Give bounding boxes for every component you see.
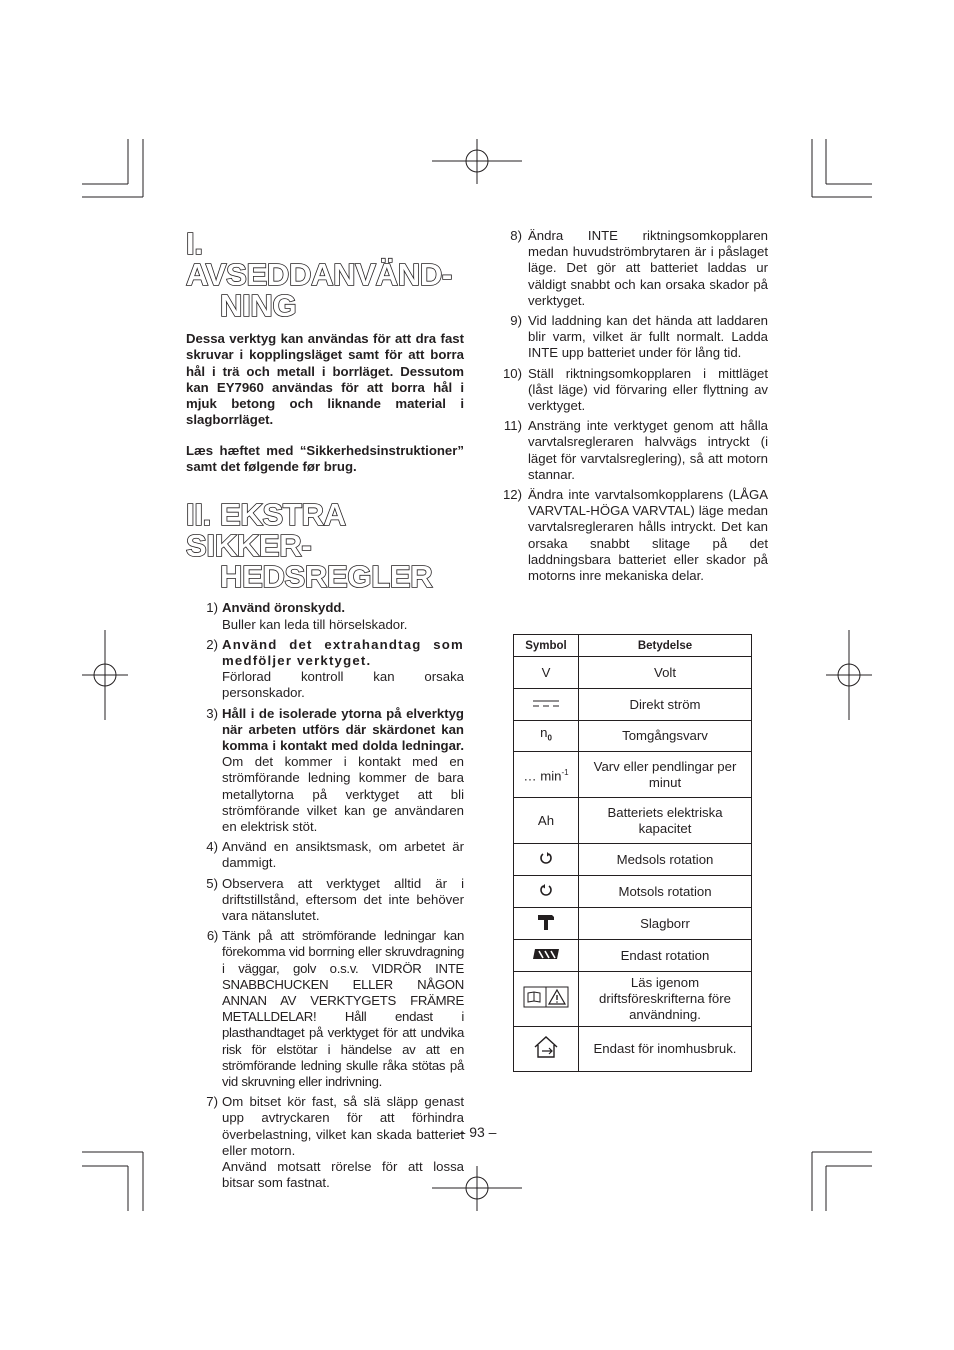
counterclockwise-rotation-icon — [539, 883, 553, 897]
table-header-row — [514, 635, 752, 657]
table-row — [514, 721, 752, 752]
meaning-cell: Endast rotation — [579, 940, 752, 972]
section-heading-1 — [186, 228, 464, 321]
rotation-only-icon — [532, 948, 560, 960]
list-item: 8) Ändra INTE riktningsomkopplaren medan huvudströmbrytaren är i påslaget läge. Det gör att batteriet laddas ur väldigt snabbt och kan orsaka skador på verktyget. — [510, 228, 768, 308]
heading-line: EKSTRA SIKKER- — [186, 497, 345, 564]
symbol-cell — [514, 689, 579, 721]
danish-note: Læs hæftet med “Sikkerhedsinstruktioner” samt det følgende før brug. — [186, 442, 464, 475]
symbol-cell — [514, 940, 579, 972]
direct-current-icon — [532, 699, 560, 709]
symbol-cell: $n_0$ — [514, 721, 579, 752]
table-row — [514, 798, 752, 844]
meaning-cell: Varv eller pendlingar per minut — [579, 752, 752, 798]
right-column — [498, 228, 768, 588]
symbol-cell: Ah — [514, 798, 579, 844]
list-item: 2) Använd det extrahandtag som medföljer verktyget. Förlorad kontroll kan orsaka personskador. — [206, 636, 464, 701]
list-item: 11) Ansträng inte verktyget genom att hålla varvtalsregleraren halvvägs intryckt (i läget för varvtalsreglering), så att motorn stannar. — [503, 418, 768, 482]
list-item: 1) Använd öronskydd. Buller kan leda till hörselskador. — [206, 600, 408, 632]
list-item: 4) Använd en ansiktsmask, om arbetet är dammigt. — [206, 839, 464, 871]
table-row — [514, 876, 752, 908]
heading-line: NING — [220, 288, 297, 323]
meaning-cell: Tomgångsvarv — [579, 721, 752, 752]
heading-line: HEDSREGLER — [220, 559, 433, 595]
intro-paragraph: Dessa verktyg kan användas för att dra fast skruvar i kopplingsläget samt för att borra hål i trä och metall i borrläget. Dessutom kan EY7960 användas för att borra hål i mjuk betong och liknande material i slagborrläget. — [186, 331, 464, 428]
meaning-cell: Medsols rotation — [579, 844, 752, 876]
clockwise-rotation-icon — [539, 851, 553, 865]
symbol-cell — [514, 876, 579, 908]
left-column — [186, 228, 464, 1195]
section-heading-2 — [186, 497, 464, 595]
meaning-cell: Motsols rotation — [579, 876, 752, 908]
symbol-table — [513, 634, 752, 1072]
list-item: 9) Vid laddning kan det hända att laddaren blir varm, vilket är fullt normalt. Ladda INTE upp batteriet under för lång tid. — [510, 313, 768, 361]
read-manual-warning-icon — [523, 986, 569, 1008]
list-item: 6) Tänk på att strömförande ledningar kan förekomma vid borrning eller skruvdragning i väggar, golv o.s.v. VIDRÖR INTE SNABBCHUCKEN ELLER NÅGON ANNAN AV VERKTYGETS FRÄMRE METALLDELAR! Håll endast i plasthandtaget på verktyget för att undvika risk för elstötar i händelse av att en strömförande ledning skulle råka stötas på vid skruvning eller indrivning. — [206, 928, 464, 1090]
symbol-cell — [514, 1027, 579, 1072]
table-row — [514, 908, 752, 940]
symbol-cell — [514, 844, 579, 876]
symbol-cell: … $\min^{-1}$ — [514, 752, 579, 798]
list-item: 10) Ställ riktningsomkopplaren i mittläget (låst läge) vid förvaring eller flyttning av verktyget. — [502, 365, 768, 414]
page-number: – 93 – — [457, 1124, 497, 1140]
meaning-cell: Slagborr — [579, 908, 752, 940]
table-row — [514, 972, 752, 1027]
meaning-cell: Endast för inomhusbruk. — [579, 1027, 752, 1072]
column-header: Betydelse — [579, 635, 752, 657]
list-item: 5) Observera att verktyget alltid är i driftstillstånd, eftersom det inte behöver vara nätanslutet. — [206, 875, 464, 924]
hammer-icon — [537, 913, 555, 931]
symbol-cell — [514, 908, 579, 940]
meaning-cell: Direkt ström — [579, 689, 752, 721]
section-number: I. — [186, 226, 203, 261]
meaning-cell: Läs igenom driftsföreskrifterna före användning. — [579, 972, 752, 1027]
heading-line: AVSEDDANVÄND- — [186, 257, 452, 292]
symbol-cell: V — [514, 657, 579, 689]
table-row — [514, 689, 752, 721]
table-row — [514, 1027, 752, 1072]
meaning-cell: Batteriets elektriska kapacitet — [579, 798, 752, 844]
column-header: Symbol — [514, 635, 579, 657]
table-row — [514, 752, 752, 798]
indoor-use-icon — [532, 1035, 560, 1059]
list-item: 7) Om bitset kör fast, så slä släpp genast upp avtryckaren för att förhindra överbelastning, vilket kan skada batteriet eller motorn. Använd motsatt rörelse för att lossa bitsar som fastnat. — [206, 1094, 464, 1191]
list-item: 12) Ändra inte varvtalsomkopplarens (LÅGA VARVTAL-HÖGA VARVTAL) läge medan varvtalsregleraren hålls intryckt. Det kan orsaka snabbt slitage på det laddningsbara batteriet eller skador på motorns inre mekaniska delar. — [502, 487, 768, 584]
rules-list-right — [498, 228, 768, 584]
table-row — [514, 844, 752, 876]
symbol-cell — [514, 972, 579, 1027]
section-number: II. — [186, 497, 211, 533]
table-row — [514, 657, 752, 689]
meaning-cell: Volt — [579, 657, 752, 689]
rules-list-left — [186, 600, 464, 1191]
list-item: 3) Håll i de isolerade ytorna på elverktyg när arbeten utförs där skärdonet kan komma i kontakt med dolda ledningar. Om det kommer i kontakt med en strömförande ledning kommer de bara metallytorna på verktyget att bli strömförande vilket kan ge användaren en elektrisk stöt. — [206, 705, 464, 835]
table-row — [514, 940, 752, 972]
